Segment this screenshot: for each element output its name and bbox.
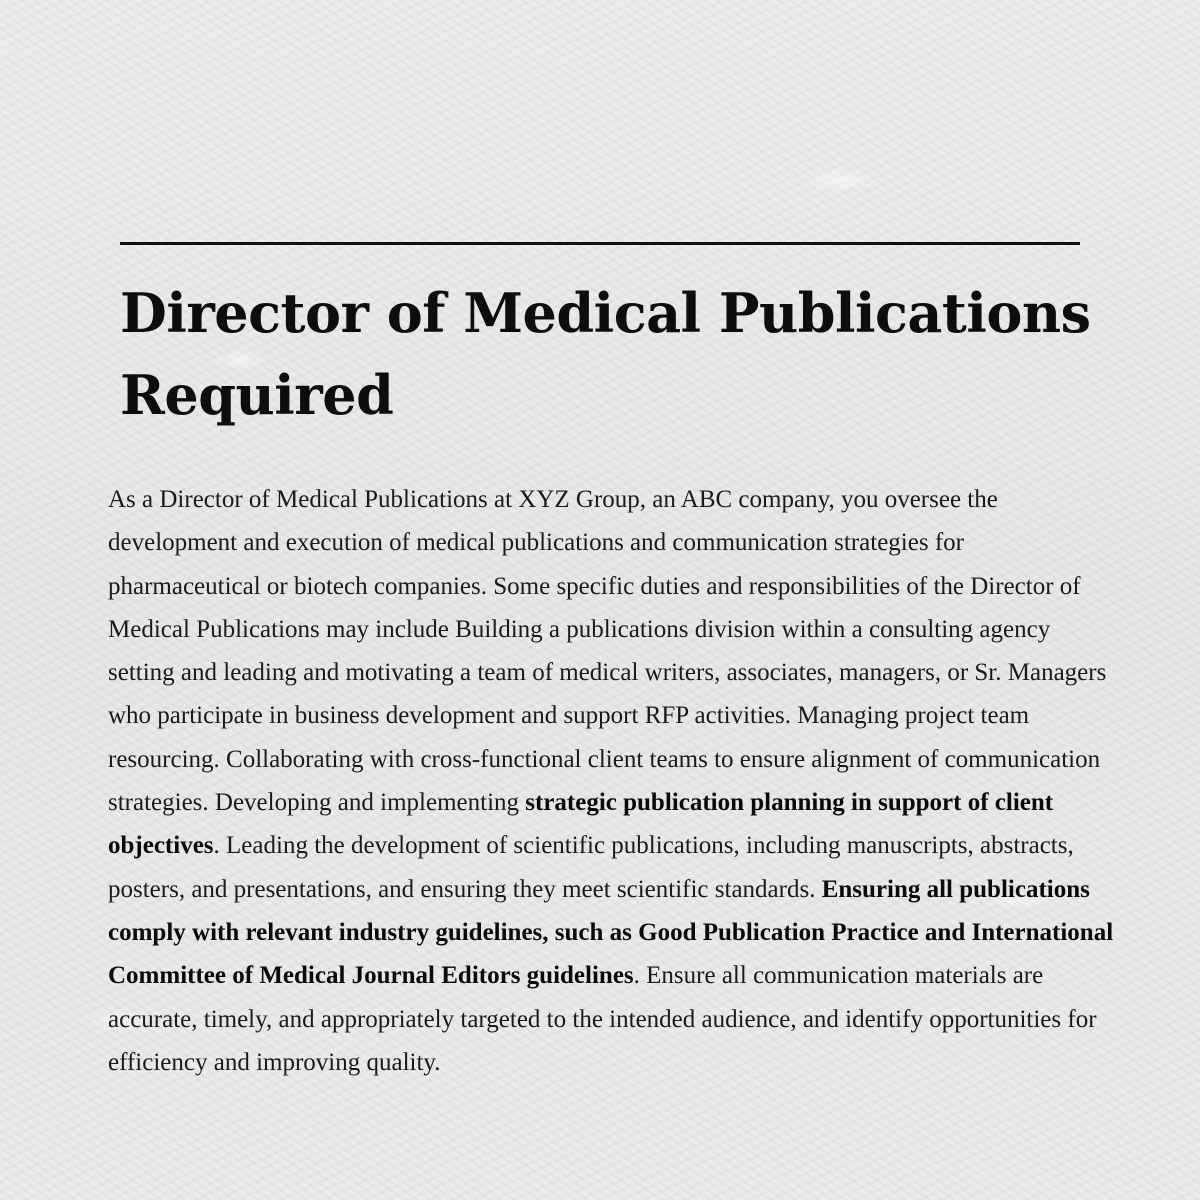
title-divider-line	[120, 242, 1080, 245]
paragraph-emphasis: Ensuring all publications comply with relevant industry guidelines, such as Good Publication Practice and International Committee of Medical Journal Editors guidelines	[108, 875, 1114, 990]
paragraph-segment: . Leading the development of scientific publications, including manuscripts, abstracts, posters, and presentations, and ensuring they meet scientific standards.	[108, 832, 1074, 903]
page-title: Director of Medical Publications Required	[120, 281, 1091, 427]
paragraph-segment: As a Director of Medical Publications at XYZ Group, an ABC company, you oversee the development and execution of medical publications and communication strategies for pharmaceutical or biotech companies. Some specific duties and responsibilities of the Director of Medical Publications may include Building a publications division within a consulting agency setting and leading and motivating a team of medical writers, associates, managers, or Sr. Managers who participate in business development and support RFP activities. Managing project team resourcing. Collaborating with cross-functional client teams to ensure alignment of communication strategies. Developing and implementing	[108, 486, 1107, 817]
paragraph-segment: . Ensure all communication materials are accurate, timely, and appropriately targeted to the intended audience, and identify opportunities for efficiency and improving quality.	[108, 962, 1097, 1076]
paragraph-emphasis: strategic publication planning in support of client objectives	[108, 789, 1054, 860]
job-description-paragraph	[108, 478, 1118, 1084]
